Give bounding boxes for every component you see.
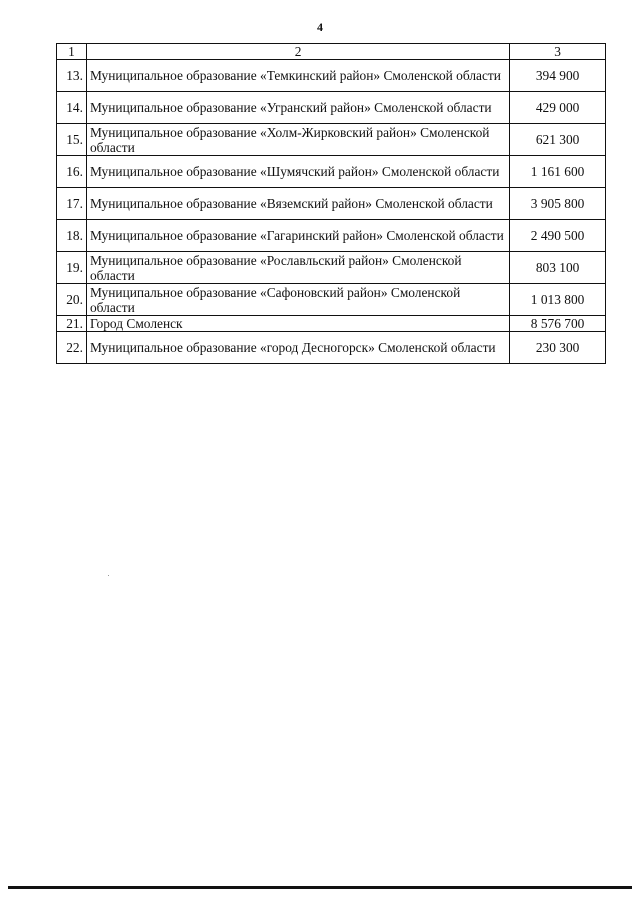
- municipality-name: Муниципальное образование «Темкинский район» Смоленской области: [86, 60, 509, 92]
- row-number: 17.: [57, 188, 87, 220]
- amount-value: 230 300: [510, 332, 606, 364]
- amount-value: 429 000: [510, 92, 606, 124]
- column-header-name: 2: [86, 44, 509, 60]
- table-header-row: [57, 44, 606, 60]
- municipality-name: Муниципальное образование «Гагаринский район» Смоленской области: [86, 220, 509, 252]
- amount-value: 1 161 600: [510, 156, 606, 188]
- table-body: [57, 60, 606, 364]
- row-number: 20.: [57, 284, 87, 316]
- municipality-name: Муниципальное образование «Холм-Жирковский район» Смоленской области: [86, 124, 509, 156]
- row-number: 19.: [57, 252, 87, 284]
- row-number: 22.: [57, 332, 87, 364]
- table-row: [57, 284, 606, 316]
- table-row: [57, 220, 606, 252]
- municipality-name: Муниципальное образование «Сафоновский район» Смоленской области: [86, 284, 509, 316]
- table-row: [57, 332, 606, 364]
- amount-value: 1 013 800: [510, 284, 606, 316]
- amount-value: 3 905 800: [510, 188, 606, 220]
- bottom-rule: [8, 886, 632, 889]
- table-row: [57, 188, 606, 220]
- allocation-table: [56, 43, 606, 364]
- table-row: [57, 316, 606, 332]
- table-row: [57, 156, 606, 188]
- table-row: [57, 92, 606, 124]
- municipality-name: Муниципальное образование «город Десногорск» Смоленской области: [86, 332, 509, 364]
- table-row: [57, 60, 606, 92]
- page-number: 4: [317, 20, 323, 34]
- row-number: 15.: [57, 124, 87, 156]
- row-number: 16.: [57, 156, 87, 188]
- amount-value: 2 490 500: [510, 220, 606, 252]
- column-header-value: 3: [510, 44, 606, 60]
- row-number: 21.: [57, 316, 87, 332]
- table-row: [57, 124, 606, 156]
- amount-value: 803 100: [510, 252, 606, 284]
- scan-speck: [108, 575, 109, 576]
- municipality-name: Муниципальное образование «Вяземский район» Смоленской области: [86, 188, 509, 220]
- municipality-name: Город Смоленск: [86, 316, 509, 332]
- municipality-name: Муниципальное образование «Шумячский район» Смоленской области: [86, 156, 509, 188]
- row-number: 14.: [57, 92, 87, 124]
- row-number: 18.: [57, 220, 87, 252]
- column-header-number: 1: [57, 44, 87, 60]
- municipality-name: Муниципальное образование «Угранский район» Смоленской области: [86, 92, 509, 124]
- table-row: [57, 252, 606, 284]
- amount-value: 8 576 700: [510, 316, 606, 332]
- municipality-name: Муниципальное образование «Рославльский район» Смоленской области: [86, 252, 509, 284]
- amount-value: 621 300: [510, 124, 606, 156]
- row-number: 13.: [57, 60, 87, 92]
- amount-value: 394 900: [510, 60, 606, 92]
